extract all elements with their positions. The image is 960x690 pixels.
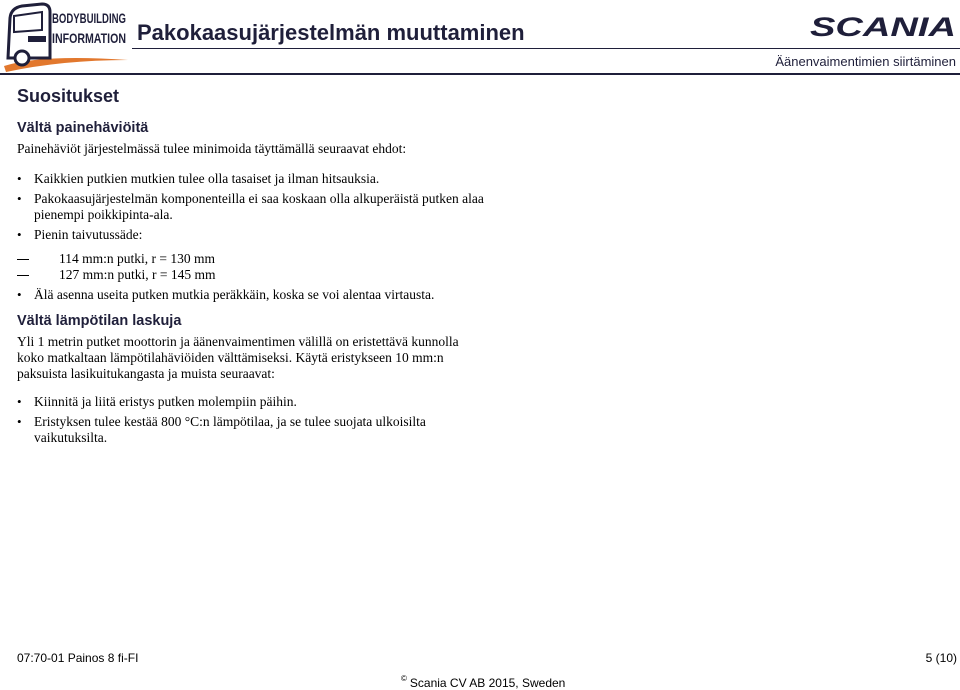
- scania-logo: [810, 12, 956, 42]
- list-item: • Kaikkien putkien mutkien tulee olla tasaiset ja ilman hitsauksia.: [17, 171, 487, 187]
- list-item: [17, 227, 487, 283]
- page-number: 5 (10): [925, 651, 957, 665]
- copyright-symbol: ©: [401, 674, 407, 683]
- section-temperature-loss: [17, 313, 487, 446]
- document-subtitle: Äänenvaimentimien siirtäminen: [775, 54, 956, 69]
- paragraph: Painehäviöt järjestelmässä tulee minimoida täyttämällä seuraavat ehdot:: [17, 141, 407, 156]
- paragraph: Yli 1 metrin putket moottorin ja äänenvaimentimen välillä on eristettävä kunnolla koko matkaltaan lämpötilahäviöiden välttämiseksi. Käytä eristykseen 10 mm:n paksuista lasikuitukangasta ja muista seuraavat:: [17, 334, 459, 381]
- header-divider: [0, 73, 960, 75]
- copyright: [401, 674, 565, 690]
- list-item: • Pakokaasujärjestelmän komponenteilla ei saa koskaan olla alkuperäistä putken alaa pienempi poikkipinta-ala.: [17, 191, 487, 223]
- dash-list: [17, 251, 487, 283]
- list-item: • Kiinnitä ja liitä eristys putken molempiin päihin.: [17, 394, 487, 410]
- dash-item: 127 mm:n putki, r = 145 mm: [17, 267, 487, 283]
- logo-text-line-1: BODYBUILDING: [52, 10, 127, 26]
- bodybuilding-information-logo: [2, 0, 130, 74]
- header-rule: [132, 48, 960, 49]
- section-heading-recommendations: Suositukset: [17, 86, 120, 106]
- dash-item: 114 mm:n putki, r = 130 mm: [17, 251, 487, 267]
- subsection-heading: Vältä lämpötilan laskuja: [17, 313, 182, 329]
- section-pressure-loss: [17, 120, 487, 303]
- bullet-list: [17, 171, 487, 303]
- bullet-list: [17, 394, 487, 446]
- list-item: • Eristyksen tulee kestää 800 °C:n lämpötilaa, ja se tulee suojata ulkoisilta vaikutuksilta.: [17, 414, 487, 446]
- copyright-text: Scania CV AB 2015, Sweden: [409, 676, 566, 690]
- list-item-label: Pienin taivutussäde:: [34, 227, 143, 242]
- document-body: [17, 86, 487, 450]
- document-id: 07:70-01 Painos 8 fi-FI: [17, 651, 139, 665]
- document-title: Pakokaasujärjestelmän muuttaminen: [137, 20, 525, 45]
- logo-text-line-2: INFORMATION: [52, 30, 126, 46]
- list-item: • Älä asenna useita putken mutkia peräkkäin, koska se voi alentaa virtausta.: [17, 287, 487, 303]
- subsection-heading: Vältä painehäviöitä: [17, 120, 149, 136]
- scania-logo-text: SCANIA: [810, 12, 956, 42]
